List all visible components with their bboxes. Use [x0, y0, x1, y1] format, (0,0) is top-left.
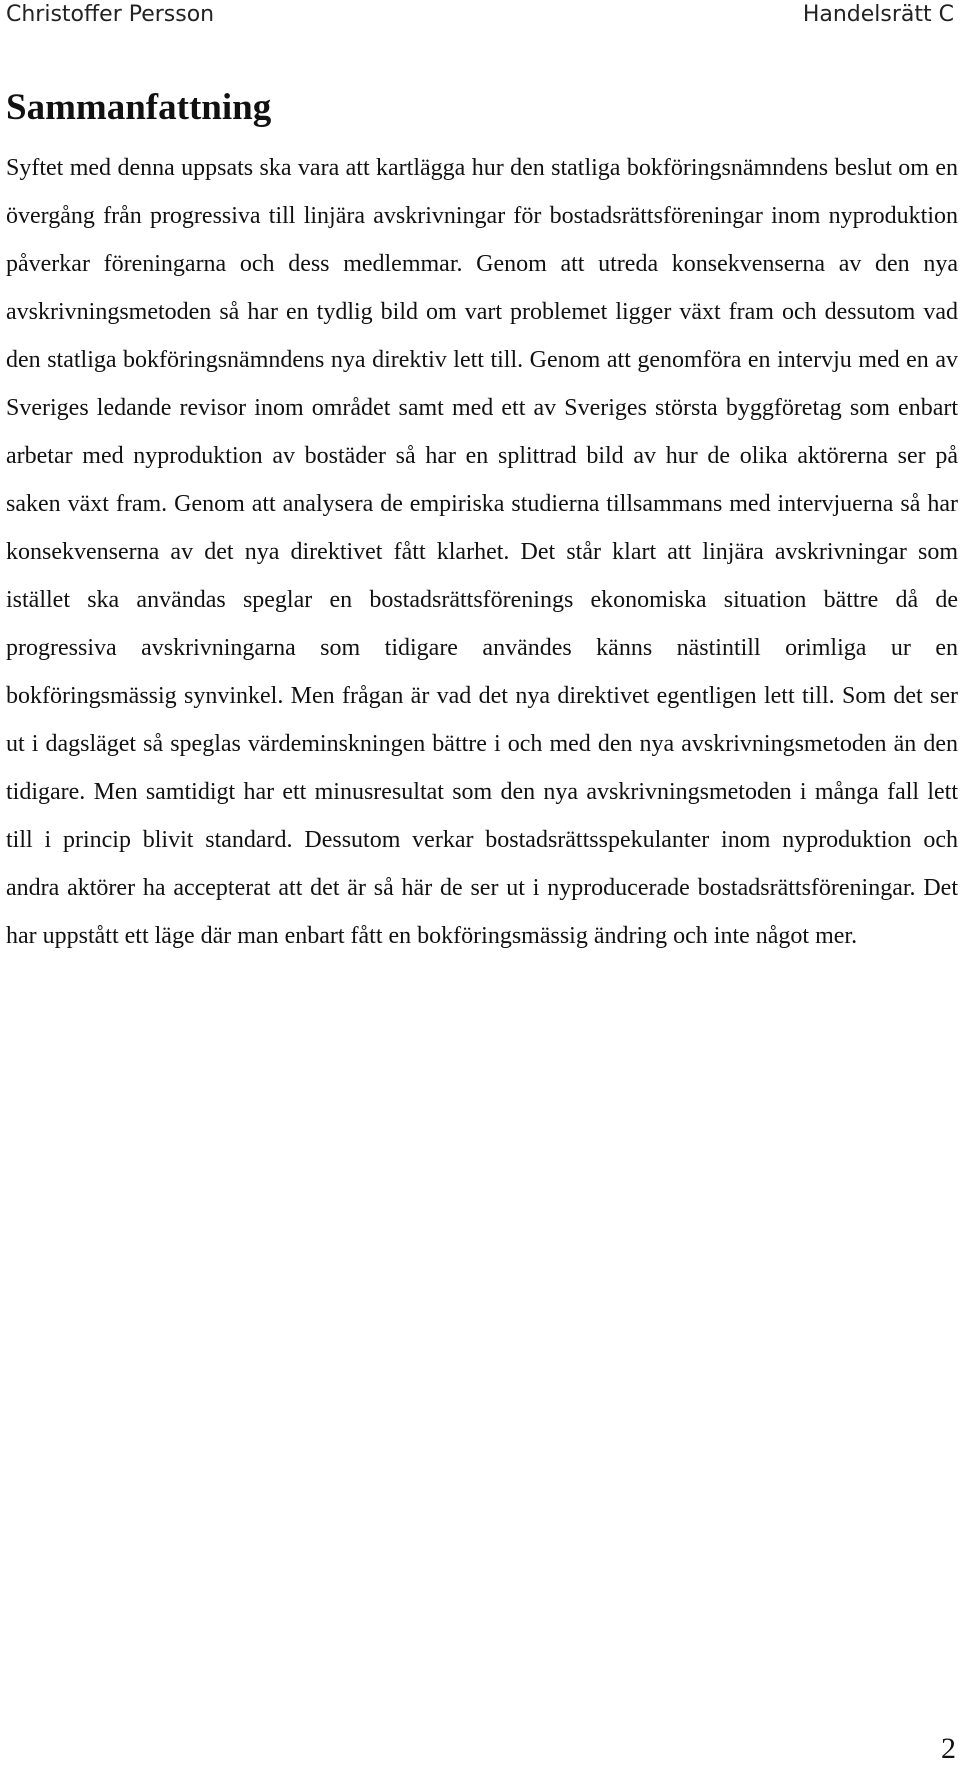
header-author: Christoffer Persson: [6, 2, 215, 27]
page-number: 2: [941, 1732, 956, 1765]
running-header: [6, 0, 954, 30]
header-course: Handelsrätt C: [802, 2, 954, 27]
section-title: Sammanfattning: [6, 87, 272, 128]
summary-paragraph: Syftet med denna uppsats ska vara att kartlägga hur den statliga bokföringsnämndens beslut om en övergång från progressiva till linjära avskrivningar för bostadsrättsföreningar inom nyproduktion påverkar föreningarna och dess medlemmar. Genom att utreda konsekvenserna av den nya avskrivningsmetoden så har en tydlig bild om vart problemet ligger växt fram och dessutom vad den statliga bokföringsnämndens nya direktiv lett till. Genom att genomföra en intervju med en av Sveriges ledande revisor inom området samt med ett av Sveriges största byggföretag som enbart arbetar med nyproduktion av bostäder så har en splittrad bild av hur de olika aktörerna ser på saken växt fram. Genom att analysera de empiriska studierna tillsammans med intervjuerna så har konsekvenserna av det nya direktivet fått klarhet. Det står klart att linjära avskrivningar som istället ska användas speglar en bostadsrättsförenings ekonomiska situation bättre då de progressiva avskrivningarna som tidigare användes känns nästintill orimliga ur en bokföringsmässig synvinkel. Men frågan är vad det nya direktivet egentligen lett till. Som det ser ut i dagsläget så speglas värdeminskningen bättre i och med den nya avskrivningsmetoden än den tidigare. Men samtidigt har ett minusresultat som den nya avskrivningsmetoden i många fall lett till i princip blivit standard. Dessutom verkar bostadsrättsspekulanter inom nyproduktion och andra aktörer ha accepterat att det är så här de ser ut i nyproducerade bostadsrättsföreningar. Det har uppstått ett läge där man enbart fått en bokföringsmässig ändring och inte något mer.: [6, 155, 958, 949]
